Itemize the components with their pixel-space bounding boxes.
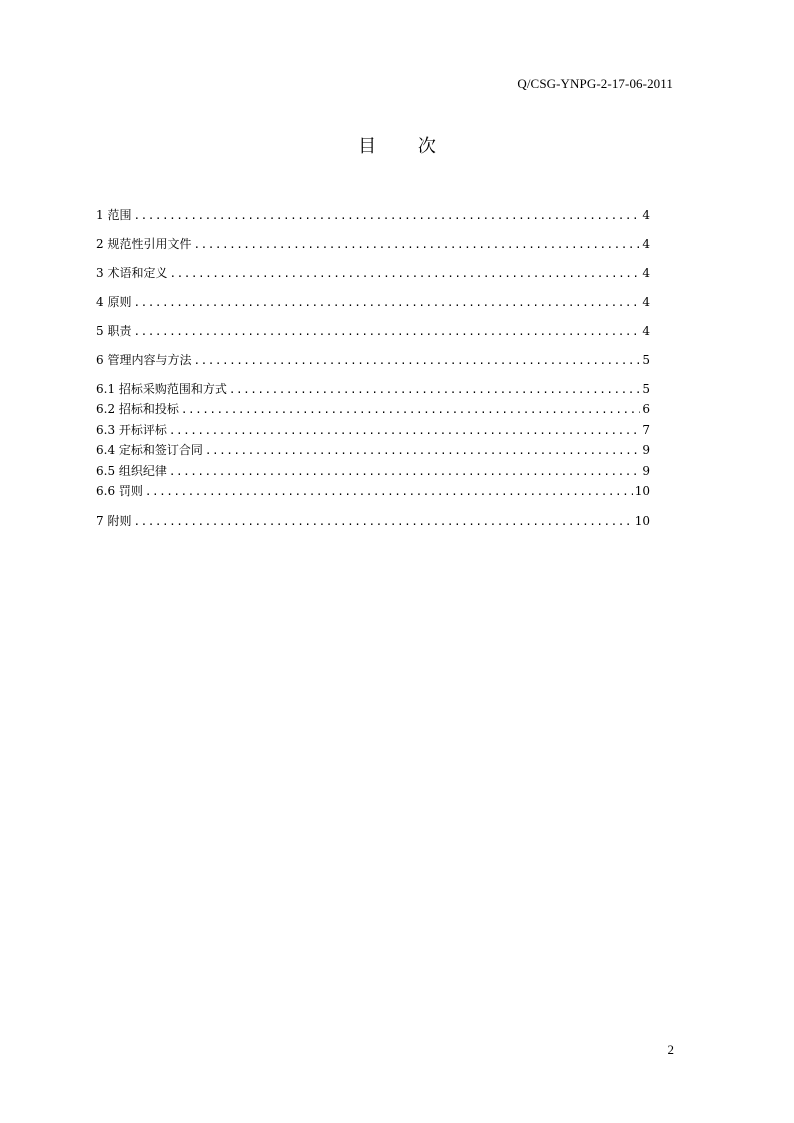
toc-entry-label: 6.4 定标和签订合同 [96, 443, 203, 457]
dot-leader [229, 381, 640, 399]
toc-entry-page: 10 [634, 484, 650, 498]
toc-entry-page: 5 [642, 353, 650, 367]
toc-entry-responsibilities[interactable] [96, 322, 650, 340]
dot-leader [133, 294, 640, 312]
toc-entry-page: 4 [642, 208, 650, 222]
toc-entry-page: 4 [642, 266, 650, 280]
dot-leader [133, 323, 640, 341]
toc-entry-procurement-scope[interactable] [96, 380, 650, 398]
dot-leader [169, 265, 640, 283]
toc-entry-supplementary[interactable] [96, 512, 650, 530]
toc-entry-label: 1 范围 [96, 208, 132, 222]
toc-entry-label: 3 术语和定义 [96, 266, 168, 280]
toc-entry-label: 6.1 招标采购范围和方式 [96, 382, 227, 396]
toc-entry-label: 6.6 罚则 [96, 484, 143, 498]
toc-entry-page: 4 [642, 237, 650, 251]
toc-entry-label: 4 原则 [96, 295, 132, 309]
toc-entry-penalties[interactable] [96, 482, 650, 500]
document-code: Q/CSG-YNPG-2-17-06-2011 [517, 76, 673, 91]
dot-leader [145, 483, 633, 501]
toc-entry-label: 2 规范性引用文件 [96, 237, 192, 251]
toc-entry-terms-definitions[interactable] [96, 264, 650, 282]
toc-entry-tendering-bidding[interactable] [96, 400, 650, 418]
toc-entry-label: 7 附则 [96, 514, 132, 528]
toc-entry-award-contract[interactable] [96, 441, 650, 459]
toc-entry-scope[interactable] [96, 206, 650, 224]
page-number: 2 [667, 1042, 674, 1057]
toc-entry-page: 7 [642, 423, 650, 437]
toc-entry-page: 9 [642, 464, 650, 478]
toc-entry-label: 6.3 开标评标 [96, 423, 167, 437]
dot-leader [181, 401, 640, 419]
toc-title: 目 次 [358, 136, 454, 157]
dot-leader [133, 513, 632, 531]
toc-entry-principles[interactable] [96, 293, 650, 311]
toc-entry-label: 5 职责 [96, 324, 132, 338]
toc-entry-management-content[interactable] [96, 351, 650, 369]
toc-entry-page: 4 [642, 324, 650, 338]
dot-leader [169, 422, 640, 440]
toc-entry-page: 5 [642, 382, 650, 396]
toc-entry-discipline[interactable] [96, 462, 650, 480]
toc-entry-label: 6.2 招标和投标 [96, 402, 179, 416]
toc-entry-page: 4 [642, 295, 650, 309]
dot-leader [193, 236, 640, 254]
toc-entry-normative-references[interactable] [96, 235, 650, 253]
toc-entry-page: 10 [634, 514, 650, 528]
toc-entry-page: 9 [642, 443, 650, 457]
toc-entry-label: 6.5 组织纪律 [96, 464, 167, 478]
dot-leader [133, 207, 640, 225]
dot-leader [169, 463, 640, 481]
dot-leader [205, 442, 640, 460]
toc-entry-label: 6 管理内容与方法 [96, 353, 192, 367]
toc-entry-page: 6 [642, 402, 650, 416]
dot-leader [193, 352, 640, 370]
toc-entry-bid-opening[interactable] [96, 421, 650, 439]
